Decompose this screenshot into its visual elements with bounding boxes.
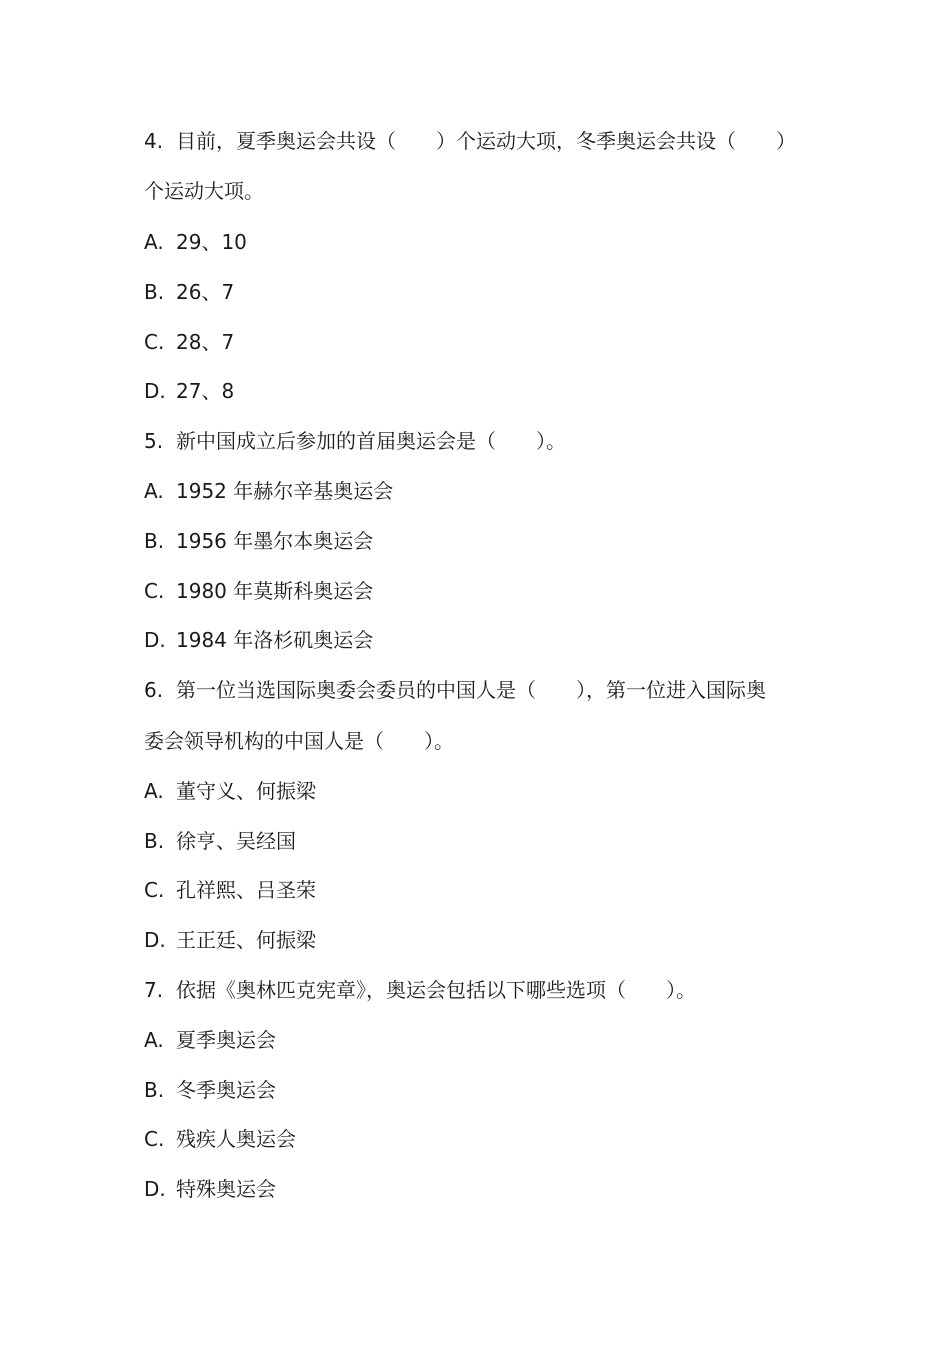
option-text: 孔祥熙、吕圣荣 [176, 878, 316, 902]
option-b[interactable] [144, 280, 234, 304]
question-number: 5. [144, 429, 164, 453]
option-a[interactable] [144, 1028, 276, 1052]
option-text: 1952 年赫尔辛基奥运会 [176, 479, 394, 503]
question-text: 目前，夏季奥运会共设（ ）个运动大项，冬季奥运会共设（ ） [176, 129, 796, 153]
option-text: 董守义、何振梁 [176, 779, 316, 803]
option-text: 1984 年洛杉矶奥运会 [176, 628, 374, 652]
option-text: 1980 年莫斯科奥运会 [176, 579, 374, 603]
option-label: A. [144, 230, 164, 254]
question-6-line-2 [144, 729, 454, 753]
option-label: C. [144, 579, 165, 603]
option-text: 残疾人奥运会 [176, 1127, 296, 1151]
question-text-continued: 委会领导机构的中国人是（ ）。 [144, 729, 454, 753]
option-a[interactable] [144, 479, 393, 503]
option-text: 28、7 [176, 330, 235, 354]
option-label: D. [144, 928, 166, 952]
question-text: 依据《奥林匹克宪章》，奥运会包括以下哪些选项（ ）。 [176, 978, 696, 1002]
option-text: 26、7 [176, 280, 235, 304]
option-c[interactable] [144, 579, 373, 603]
question-6-line-1 [144, 678, 766, 702]
option-text: 冬季奥运会 [176, 1078, 276, 1102]
option-label: B. [144, 829, 165, 853]
option-label: B. [144, 529, 165, 553]
option-c[interactable] [144, 330, 234, 354]
question-text-continued: 个运动大项。 [144, 179, 264, 203]
option-text: 徐亨、吴经国 [176, 829, 296, 853]
option-a[interactable] [144, 230, 247, 254]
option-b[interactable] [144, 529, 373, 553]
option-c[interactable] [144, 878, 316, 902]
option-d[interactable] [144, 1177, 276, 1201]
option-label: A. [144, 779, 164, 803]
option-text: 27、8 [176, 379, 235, 403]
question-number: 4. [144, 129, 164, 153]
option-text: 特殊奥运会 [176, 1177, 276, 1201]
option-label: D. [144, 379, 166, 403]
question-number: 7. [144, 978, 164, 1002]
option-text: 29、10 [176, 230, 247, 254]
question-5-line-1 [144, 429, 566, 453]
question-text: 新中国成立后参加的首届奥运会是（ ）。 [176, 429, 566, 453]
option-label: D. [144, 1177, 166, 1201]
question-7-line-1 [144, 978, 696, 1002]
option-text: 1956 年墨尔本奥运会 [176, 529, 374, 553]
option-label: A. [144, 1028, 164, 1052]
option-a[interactable] [144, 779, 316, 803]
option-label: B. [144, 280, 165, 304]
option-label: C. [144, 878, 165, 902]
option-d[interactable] [144, 379, 234, 403]
option-label: B. [144, 1078, 165, 1102]
option-c[interactable] [144, 1127, 296, 1151]
option-label: A. [144, 479, 164, 503]
option-b[interactable] [144, 829, 296, 853]
option-text: 王正廷、何振梁 [176, 928, 316, 952]
option-text: 夏季奥运会 [176, 1028, 276, 1052]
option-label: C. [144, 1127, 165, 1151]
option-d[interactable] [144, 928, 316, 952]
question-4-line-1 [144, 129, 796, 153]
question-text: 第一位当选国际奥委会委员的中国人是（ ），第一位进入国际奥 [176, 678, 766, 702]
option-d[interactable] [144, 628, 373, 652]
question-number: 6. [144, 678, 164, 702]
option-b[interactable] [144, 1078, 276, 1102]
option-label: C. [144, 330, 165, 354]
question-4-line-2 [144, 179, 264, 203]
option-label: D. [144, 628, 166, 652]
